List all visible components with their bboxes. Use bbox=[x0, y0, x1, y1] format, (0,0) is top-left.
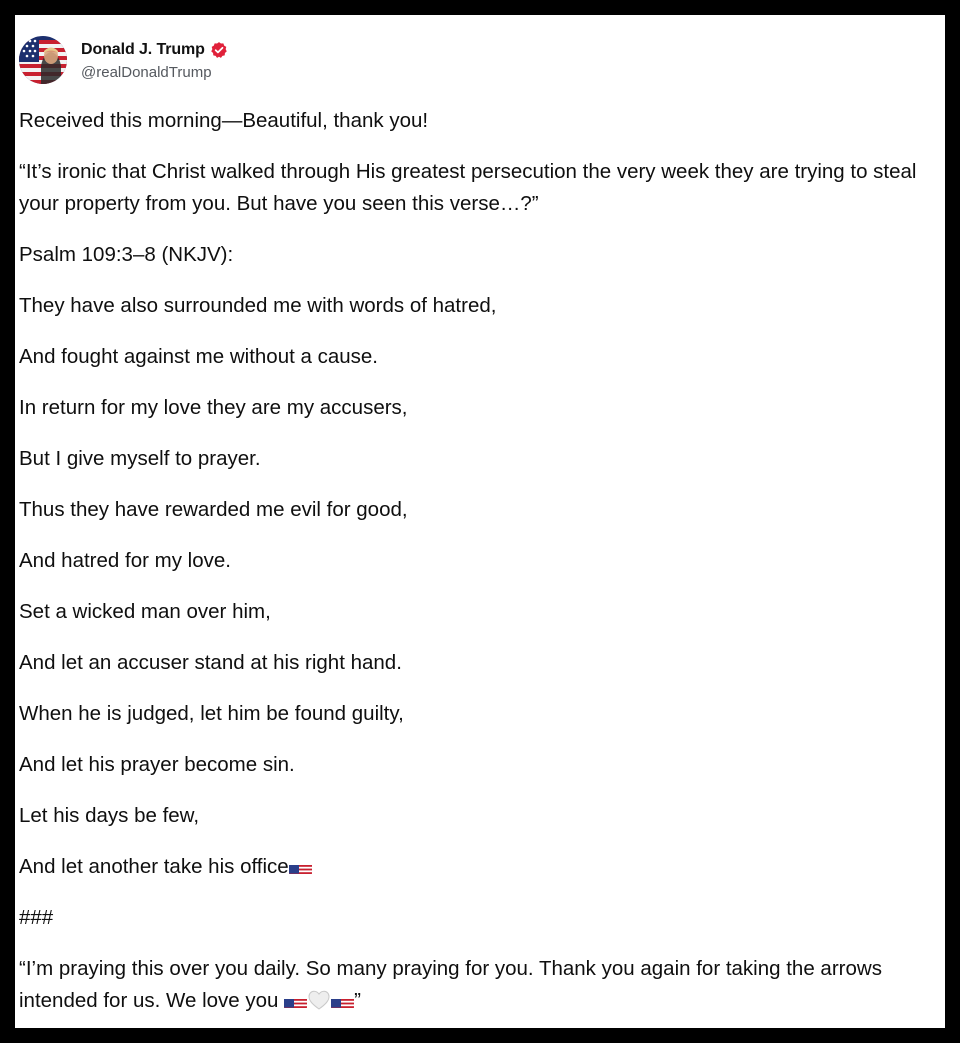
avatar-flag-portrait bbox=[19, 36, 67, 84]
author-display-name[interactable]: Donald J. Trump bbox=[81, 41, 205, 58]
verse-line: Set a wicked man over him, bbox=[19, 600, 271, 623]
post-body bbox=[19, 105, 934, 1028]
verse-line: And let his prayer become sin. bbox=[19, 753, 295, 776]
verse-line: They have also surrounded me with words of hatred, bbox=[19, 294, 497, 317]
verse-line: Thus they have rewarded me evil for good, bbox=[19, 498, 408, 521]
verse-line: And hatred for my love. bbox=[19, 549, 231, 572]
verse-line: When he is judged, let him be found guilty, bbox=[19, 702, 404, 725]
verse-line: And let an accuser stand at his right hand. bbox=[19, 651, 402, 674]
verse-line: But I give myself to prayer. bbox=[19, 447, 261, 470]
author-info bbox=[81, 39, 228, 81]
closing-paragraph bbox=[19, 953, 934, 1017]
verse-line-text: And let another take his office bbox=[19, 855, 289, 878]
post-paragraph: Received this morning—Beautiful, thank you! bbox=[19, 109, 429, 132]
avatar[interactable] bbox=[19, 36, 67, 84]
verse-line: And fought against me without a cause. bbox=[19, 345, 378, 368]
verified-badge-icon bbox=[210, 41, 228, 59]
author-name-row bbox=[81, 39, 228, 61]
closing-quote: ” bbox=[354, 989, 361, 1012]
post-paragraph: “It’s ironic that Christ walked through His greatest persecution the very week they are trying to steal your property from you. But have you seen this verse…?” bbox=[19, 160, 917, 215]
post-card bbox=[15, 15, 945, 1028]
closing-text: “I’m praying this over you daily. So many praying for you. Thank you again for taking the arrows intended for us. We love you bbox=[19, 957, 882, 1012]
separator-text: ### bbox=[19, 906, 54, 929]
us-flag-icon bbox=[284, 993, 307, 1009]
white-heart-icon bbox=[307, 989, 331, 1011]
post-header bbox=[19, 35, 228, 85]
us-flag-icon bbox=[289, 859, 312, 875]
verse-line-with-flag bbox=[19, 851, 934, 883]
us-flag-icon bbox=[331, 993, 354, 1009]
verse-line: Let his days be few, bbox=[19, 804, 200, 827]
verse-line: In return for my love they are my accusers, bbox=[19, 396, 408, 419]
psalm-reference: Psalm 109:3–8 (NKJV): bbox=[19, 243, 234, 266]
author-handle[interactable]: @realDonaldTrump bbox=[81, 64, 212, 81]
